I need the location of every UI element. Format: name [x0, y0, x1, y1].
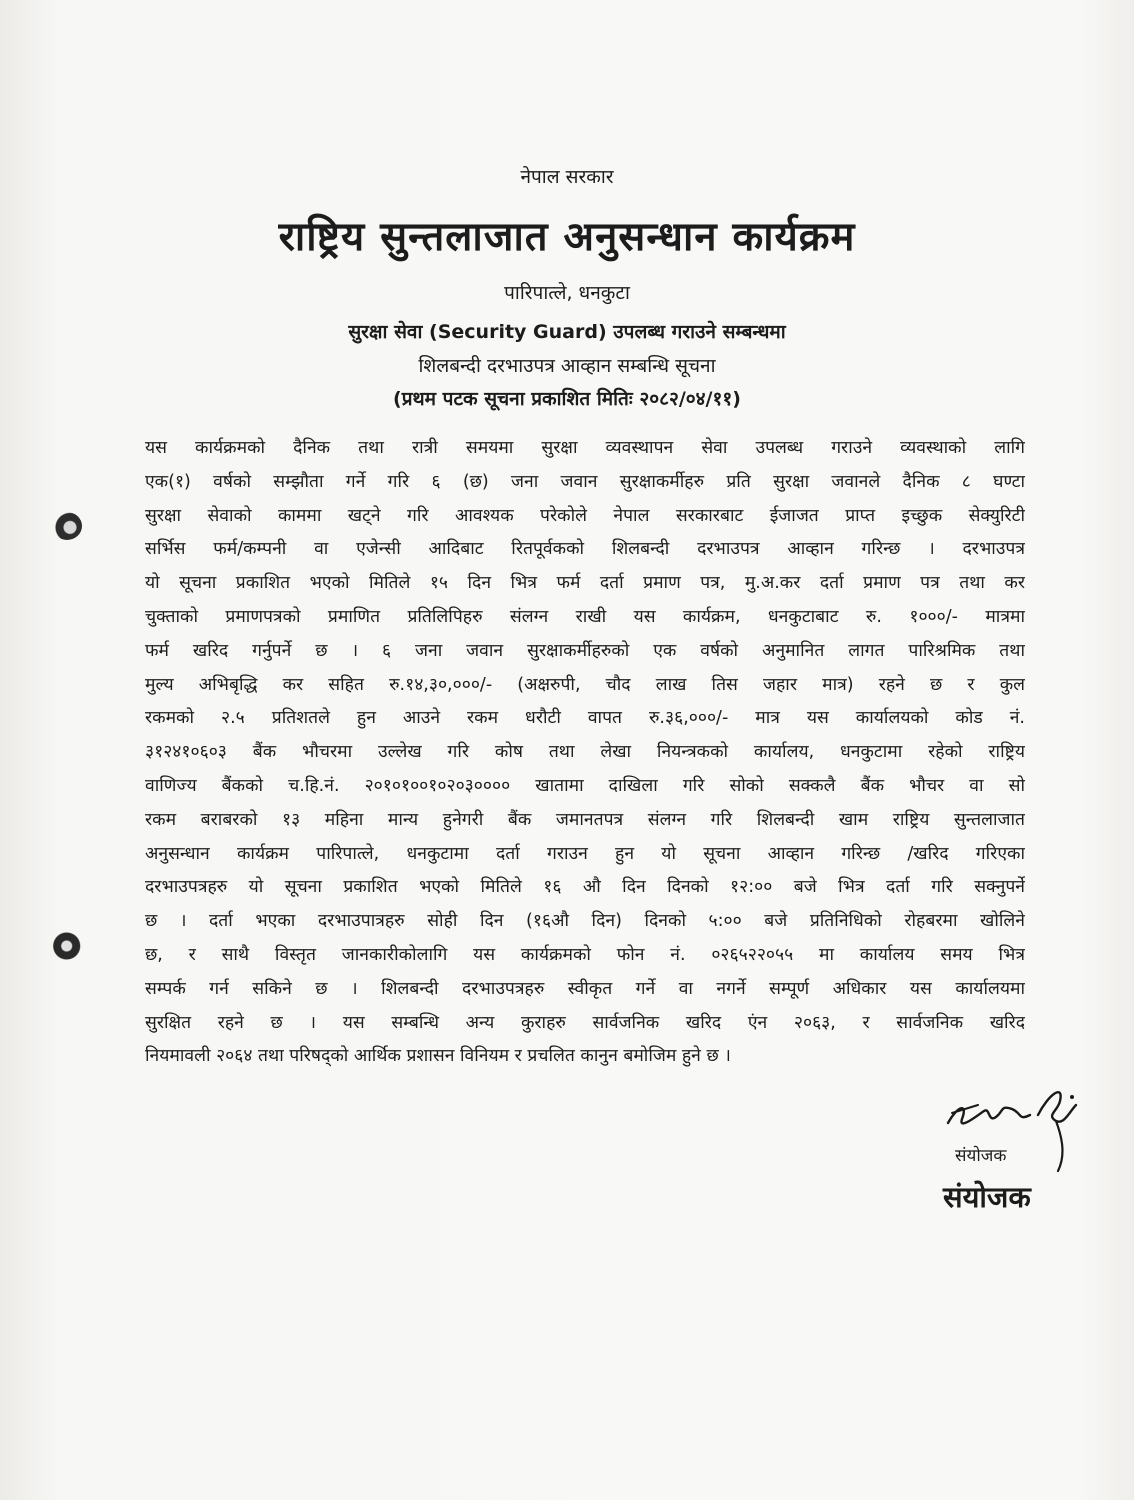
body-line: नियमावली २०६४ तथा परिषद्को आर्थिक प्रशासन विनियम र प्रचलित कानुन बमोजिम हुने छ ।	[145, 1046, 731, 1067]
body-line: सुरक्षित रहने छ । यस सम्बन्धि अन्य कुराहरु सार्वजनिक खरिद एंन २०६३, र सार्वजनिक खरिद	[145, 1012, 1025, 1033]
body-line: ३१२४१०६०३ बैंक भौचरमा उल्लेख गरि कोष तथा लेखा नियन्त्रकको कार्यालय, धनकुटामा रहेको राष्ट्रिय	[145, 742, 1025, 763]
body-line: यो सूचना प्रकाशित भएको मितिले १५ दिन भित्र फर्म दर्ता प्रमाण पत्र, मु.अ.कर दर्ता प्रमाण पत्र तथा कर	[145, 573, 1025, 594]
body-line: रकम बराबरको १३ महिना मान्य हुनेगरी बैंक जमानतपत्र संलग्न गरि शिलबन्दी खाम राष्ट्रिय सुन्तलाजात	[145, 809, 1025, 830]
body-line: यस कार्यक्रमको दैनिक तथा रात्री समयमा सुरक्षा व्यवस्थापन सेवा उपलब्ध गराउने व्यवस्थाको लागि	[145, 438, 1025, 458]
body-line: सुरक्षा सेवाको काममा खट्ने गरि आवश्यक परेकोले नेपाल सरकारबाट ईजाजत प्राप्त इच्छुक सेक्युरिटी	[145, 505, 1025, 526]
notice-subject: सुरक्षा सेवा (Security Guard) उपलब्ध गराउने सम्बन्धमा	[348, 321, 786, 343]
notice-title: शिलबन्दी दरभाउपत्र आव्हान सम्बन्धि सूचना	[418, 355, 716, 377]
government-name: नेपाल सरकार	[520, 166, 614, 188]
body-line: सर्भिस फर्म/कम्पनी वा एजेन्सी आदिबाट रितपूर्वकको शिलबन्दी दरभाउपत्र आव्हान गरिन्छ । दरभाउपत्र	[145, 539, 1025, 560]
signatory-stamp: संयोजक	[943, 1180, 1031, 1214]
signatory-label: संयोजक	[955, 1146, 1007, 1166]
body-line: वाणिज्य बैंकको च.हि.नं. २०१०१००१०२०३०००० खातामा दाखिला गरि सोको सक्कलै बैंक भौचर वा सो	[145, 775, 1025, 796]
notice-body	[145, 432, 1025, 1074]
body-line: दरभाउपत्रहरु यो सूचना प्रकाशित भएको मितिले १६ औ दिन दिनको १२:०० बजे भित्र दर्ता गरि सक्नुपर्ने	[145, 877, 1025, 898]
body-line: अनुसन्धान कार्यक्रम पारिपात्ले, धनकुटामा दर्ता गराउन हुन यो सूचना आव्हान गरिन्छ /खरिद गरिएका	[145, 843, 1025, 864]
publication-date: (प्रथम पटक सूचना प्रकाशित मितिः २०८२/०४/११)	[393, 388, 741, 410]
punch-hole-top	[52, 512, 82, 540]
body-line: रकमको २.५ प्रतिशतले हुन आउने रकम धरौटी वापत रु.३६,०००/- मात्र यस कार्यालयको कोड नं.	[145, 708, 1025, 729]
body-line: मुल्य अभिबृद्धि कर सहित रु.१४,३०,०००/- (अक्षरुपी, चौद लाख तिस जहार मात्र) रहने छ र कुल	[145, 674, 1025, 695]
body-line: सम्पर्क गर्न सकिने छ । शिलबन्दी दरभाउपत्रहरु स्वीकृत गर्ने वा नगर्ने सम्पूर्ण अधिकार यस कार्यालयमा	[145, 978, 1025, 999]
body-line: चुक्ताको प्रमाणपत्रको प्रमाणित प्रतिलिपिहरु संलग्न राखी यस कार्यक्रम, धनकुटाबाट रु. १०००/- मात्रमा	[145, 606, 1025, 627]
body-line: एक(१) वर्षको सम्झौता गर्ने गरि ६ (छ) जना जवान सुरक्षाकर्मीहरु प्रति सुरक्षा जवानले दैनिक ८ घण्टा	[145, 471, 1025, 492]
body-line: फर्म खरिद गर्नुपर्ने छ । ६ जना जवान सुरक्षाकर्मीहरुको एक वर्षको अनुमानित लागत पारिश्रमिक तथा	[145, 640, 1025, 661]
punch-hole-bottom	[48, 932, 82, 960]
body-line: छ । दर्ता भएका दरभाउपात्रहरु सोही दिन (१६औ दिन) दिनको ५:०० बजे प्रतिनिधिको रोहबरमा खोलिने	[145, 911, 1025, 932]
body-line: छ, र साथै विस्तृत जानकारीकोलागि यस कार्यक्रमको फोन नं. ०२६५२२०५५ मा कार्यालय समय भित्र	[145, 944, 1025, 965]
program-title: राष्ट्रिय सुन्तलाजात अनुसन्धान कार्यक्रम	[278, 214, 856, 260]
office-location: पारिपात्ले, धनकुटा	[504, 282, 630, 304]
